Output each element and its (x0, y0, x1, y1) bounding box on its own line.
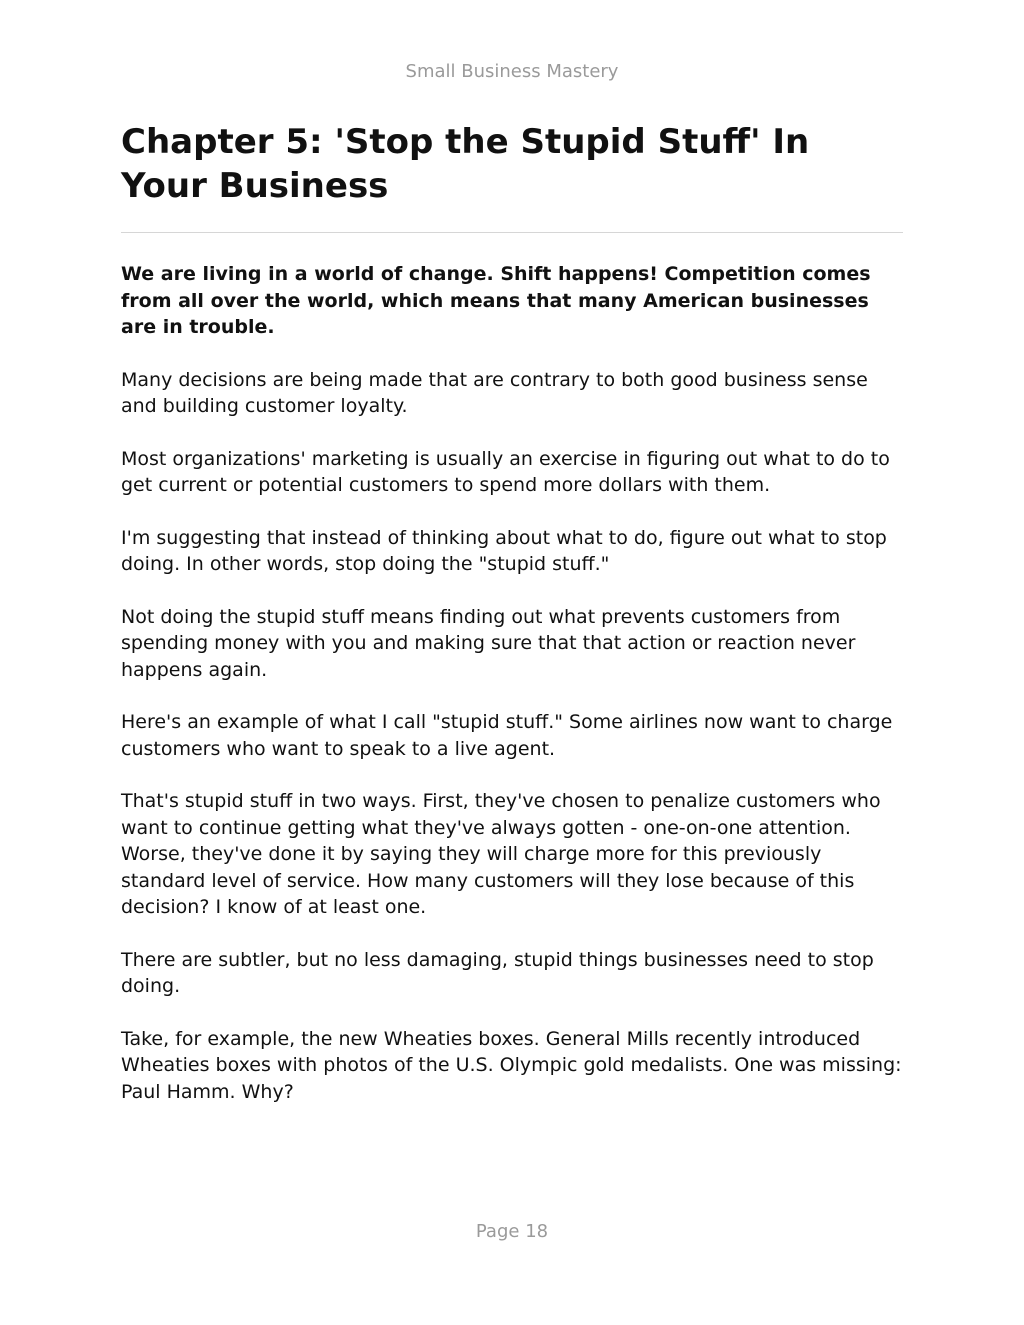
running-header: Small Business Mastery (405, 61, 619, 82)
body-paragraph: That's stupid stuff in two ways. First, they've chosen to penalize customers who want to continue getting what they've always gotten - one-on-one attention. Worse, they've done it by saying they will charge more for this previously standard level of service. How many customers will they lose because of this decision? I know of at least one. (121, 790, 881, 918)
body-paragraph: Not doing the stupid stuff means finding out what prevents customers from spending money with you and making sure that that action or reaction never happens again. (121, 605, 856, 681)
page-content (121, 120, 903, 1105)
lead-paragraph: We are living in a world of change. Shift happens! Competition comes from all over the world, which means that many American businesses are in trouble. (121, 263, 871, 338)
page-number: Page 18 (475, 1221, 549, 1242)
body-paragraph: Take, for example, the new Wheaties boxes. General Mills recently introduced Wheaties boxes with photos of the U.S. Olympic gold medalists. One was missing: Paul Hamm. Why? (121, 1027, 902, 1103)
body-paragraph: Here's an example of what I call "stupid stuff." Some airlines now want to charge customers who want to speak to a live agent. (121, 711, 893, 760)
body-paragraph: I'm suggesting that instead of thinking about what to do, figure out what to stop doing. In other words, stop doing the "stupid stuff." (121, 526, 887, 575)
title-divider (121, 232, 903, 233)
body-paragraph: Many decisions are being made that are contrary to both good business sense and building customer loyalty. (121, 368, 868, 417)
body-paragraph: There are subtler, but no less damaging, stupid things businesses need to stop doing. (121, 948, 874, 997)
chapter-title: Chapter 5: 'Stop the Stupid Stuff' In Your Business (121, 122, 810, 206)
body-paragraph: Most organizations' marketing is usually an exercise in figuring out what to do to get current or potential customers to spend more dollars with them. (121, 447, 890, 496)
